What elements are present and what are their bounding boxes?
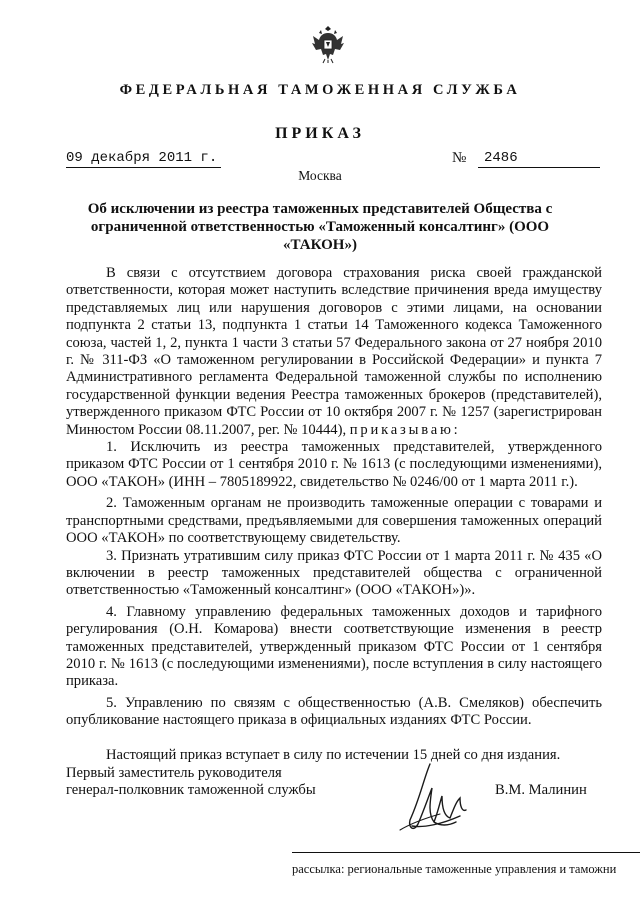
order-item: 5. Управлению по связям с общественностью (А.В. Смеляков) обеспечить опубликование настоящего приказа в официальных изданиях ФТС России. xyxy=(66,694,602,729)
order-word: приказываю: xyxy=(349,421,461,438)
signatory-role xyxy=(66,765,316,800)
signatory-name: В.М. Малинин xyxy=(495,782,587,798)
order-item: 1. Исключить из реестра таможенных представителей, утвержденного приказом ФТС России от 1 сентября 2010 г. № 1613 (с последующими изменениями), ООО «ТАКОН» (ИНН – 7805189922, свидетельство № 0246/00 от 1 марта 2011 г.). xyxy=(66,439,602,490)
order-item: 2. Таможенным органам не производить таможенные операции с товарами и транспортными средствами, предъявляемыми для совершения таможенных операций ООО «ТАКОН» по соответствующему свидетельству. xyxy=(66,495,602,547)
number-sign: № xyxy=(452,150,467,166)
preamble-text: В связи с отсутствием договора страхования риска своей гражданской ответственности, которая может наступить вследствие причинения вреда имуществу представляемых лиц или нарушения договоров с этими лицами, на основании подпункта 2 статьи 13, подпункта 1 статьи 14 Таможенного кодекса Таможенного союза, частей 1, 2, пункта 1 части 3 статьи 57 Федерального закона от 27 ноября 2010 г. № 311-ФЗ «О таможенном регулировании в Российской Федерации» и пункта 7 Административного регламента Федеральной таможенной службы по исполнению государственной функции ведения Реестра таможенных брокеров (представителей), утвержденного приказом ФТС России от 10 октября 2007 г. № 1257 (зарегистрирован Минюстом России 08.11.2007, рег. № 10444), xyxy=(66,265,602,438)
document-body xyxy=(66,265,602,764)
order-date: 09 декабря 2011 г. xyxy=(66,150,221,168)
signatory-role-line: Первый заместитель руководителя xyxy=(66,765,282,781)
state-emblem-icon xyxy=(311,24,345,64)
order-item: 3. Признать утратившим силу приказ ФТС России от 1 марта 2011 г. № 435 «О включении в реестр таможенных представителей общества с ограниченной ответственностью «Таможенный консалтинг» (ООО «ТАКОН»)». xyxy=(66,547,602,599)
footer-divider xyxy=(292,852,640,853)
distribution-list: рассылка: региональные таможенные управления и таможни xyxy=(292,862,617,876)
order-number: 2486 xyxy=(478,150,600,168)
agency-name: ФЕДЕРАЛЬНАЯ ТАМОЖЕННАЯ СЛУЖБА xyxy=(119,82,521,98)
final-clause: Настоящий приказ вступает в силу по истечении 15 дней со дня издания. xyxy=(106,746,561,763)
handwritten-signature-icon xyxy=(390,758,480,838)
document-heading: Об исключении из реестра таможенных представителей Общества с ограниченной ответственностью «Таможенный консалтинг» (ООО «ТАКОН») xyxy=(87,201,553,253)
document-type: ПРИКАЗ xyxy=(275,125,365,142)
city: Москва xyxy=(298,168,342,183)
signatory-role-line: генерал-полковник таможенной службы xyxy=(66,782,316,799)
preamble-paragraph xyxy=(66,265,602,439)
order-item: 4. Главному управлению федеральных таможенных доходов и тарифного регулирования (О.Н. Комарова) внести соответствующие изменения в реестр таможенных представителей, утвержденный приказом ФТС России от 1 сентября 2010 г. № 1613 (с последующими изменениями), после вступления в силу настоящего приказа. xyxy=(66,603,602,690)
